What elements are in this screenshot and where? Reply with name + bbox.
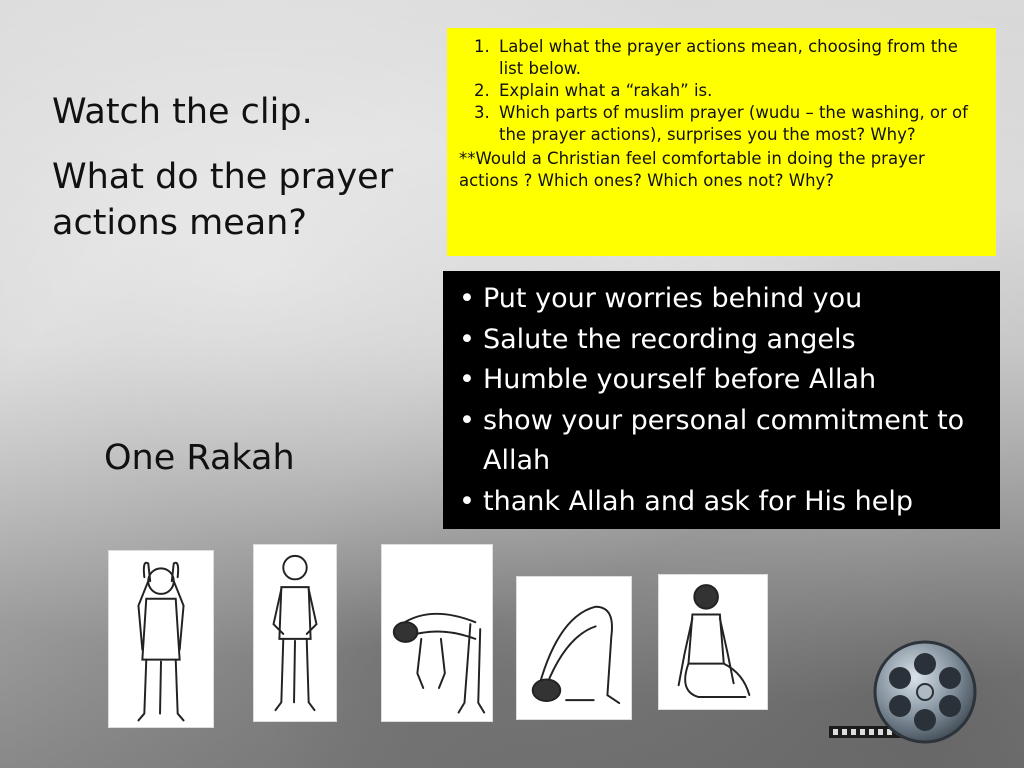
task-box [447, 28, 996, 256]
actions-box [443, 271, 1000, 529]
task-item: 3. Which parts of muslim prayer (wudu – the washing, or of the prayer actions), surprises you the most? Why? [495, 102, 984, 146]
kneeling-figure [658, 574, 768, 710]
task-list [459, 36, 984, 146]
rakah-label: One Rakah [104, 438, 295, 478]
standing-figure [253, 544, 337, 722]
task-item: 2. Explain what a “rakah” is. [495, 80, 984, 102]
film-reel-icon [825, 640, 985, 750]
prostrating-figure [516, 576, 632, 720]
action-item: • Put your worries behind you [483, 279, 986, 320]
bowing-figure [381, 544, 493, 722]
action-item: • show your personal commitment to Allah [483, 401, 986, 482]
task-item: 1. Label what the prayer actions mean, choosing from the list below. [495, 36, 984, 80]
actions-list [483, 279, 986, 522]
action-item: • Humble yourself before Allah [483, 360, 986, 401]
task-note: **Would a Christian feel comfortable in doing the prayer actions ? Which ones? Which ones not? Why? [459, 148, 925, 190]
hands-raised-figure [108, 550, 214, 728]
prayer-question: What do the prayer actions mean? [52, 157, 394, 243]
watch-instruction: Watch the clip. [52, 92, 313, 132]
action-item: • thank Allah and ask for His help [483, 482, 986, 523]
action-item: • Salute the recording angels [483, 320, 986, 361]
